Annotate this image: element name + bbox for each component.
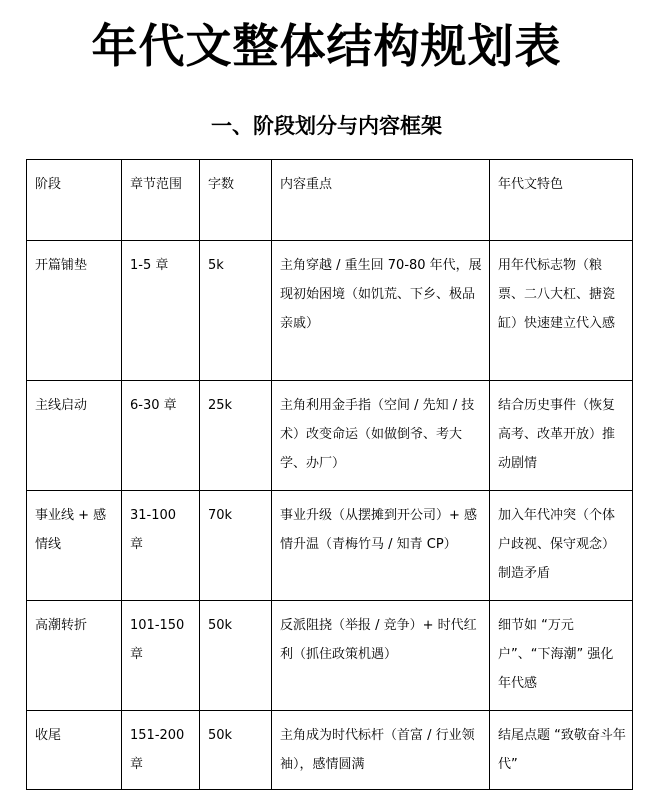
header-cell-content-focus: 内容重点 [272,160,490,241]
cell-era-features: 结合历史事件（恢复高考、改革开放）推动剧情 [490,381,633,491]
cell-stage: 事业线 + 感情线 [27,491,122,601]
cell-word-count: 5k [200,241,272,381]
cell-content-focus: 主角利用金手指（空间 / 先知 / 技术）改变命运（如做倒爷、考大学、办厂） [272,381,490,491]
cell-content-focus: 主角穿越 / 重生回 70-80 年代，展现初始困境（如饥荒、下乡、极品亲戚） [272,241,490,381]
document-title: 年代文整体结构规划表 [91,19,562,73]
section-heading: 一、阶段划分与内容框架 [211,114,442,138]
cell-word-count: 50k [200,711,272,790]
table-row [27,711,633,790]
cell-word-count: 70k [200,491,272,601]
table-header-row [27,160,633,241]
cell-era-features: 细节如 “万元户”、“下海潮” 强化年代感 [490,601,633,711]
cell-stage: 收尾 [27,711,122,790]
table-row [27,241,633,381]
cell-content-focus: 反派阻挠（举报 / 竞争）+ 时代红利（抓住政策机遇） [272,601,490,711]
cell-era-features: 用年代标志物（粮票、二八大杠、搪瓷缸）快速建立代入感 [490,241,633,381]
cell-word-count: 50k [200,601,272,711]
cell-chapter-range: 101-150 章 [122,601,200,711]
header-cell-era-features: 年代文特色 [490,160,633,241]
table-row [27,381,633,491]
cell-stage: 高潮转折 [27,601,122,711]
table-row [27,601,633,711]
header-cell-stage: 阶段 [27,160,122,241]
header-cell-chapter-range: 章节范围 [122,160,200,241]
cell-stage: 开篇铺垫 [27,241,122,381]
cell-era-features: 加入年代冲突（个体户歧视、保守观念）制造矛盾 [490,491,633,601]
cell-word-count: 25k [200,381,272,491]
cell-chapter-range: 31-100 章 [122,491,200,601]
table-row [27,491,633,601]
cell-content-focus: 主角成为时代标杆（首富 / 行业领袖），感情圆满 [272,711,490,790]
cell-content-focus: 事业升级（从摆摊到开公司）+ 感情升温（青梅竹马 / 知青 CP） [272,491,490,601]
cell-stage: 主线启动 [27,381,122,491]
cell-chapter-range: 6-30 章 [122,381,200,491]
structure-plan-table [26,159,633,790]
cell-chapter-range: 151-200 章 [122,711,200,790]
cell-chapter-range: 1-5 章 [122,241,200,381]
cell-era-features: 结尾点题 “致敬奋斗年代” [490,711,633,790]
header-cell-word-count: 字数 [200,160,272,241]
